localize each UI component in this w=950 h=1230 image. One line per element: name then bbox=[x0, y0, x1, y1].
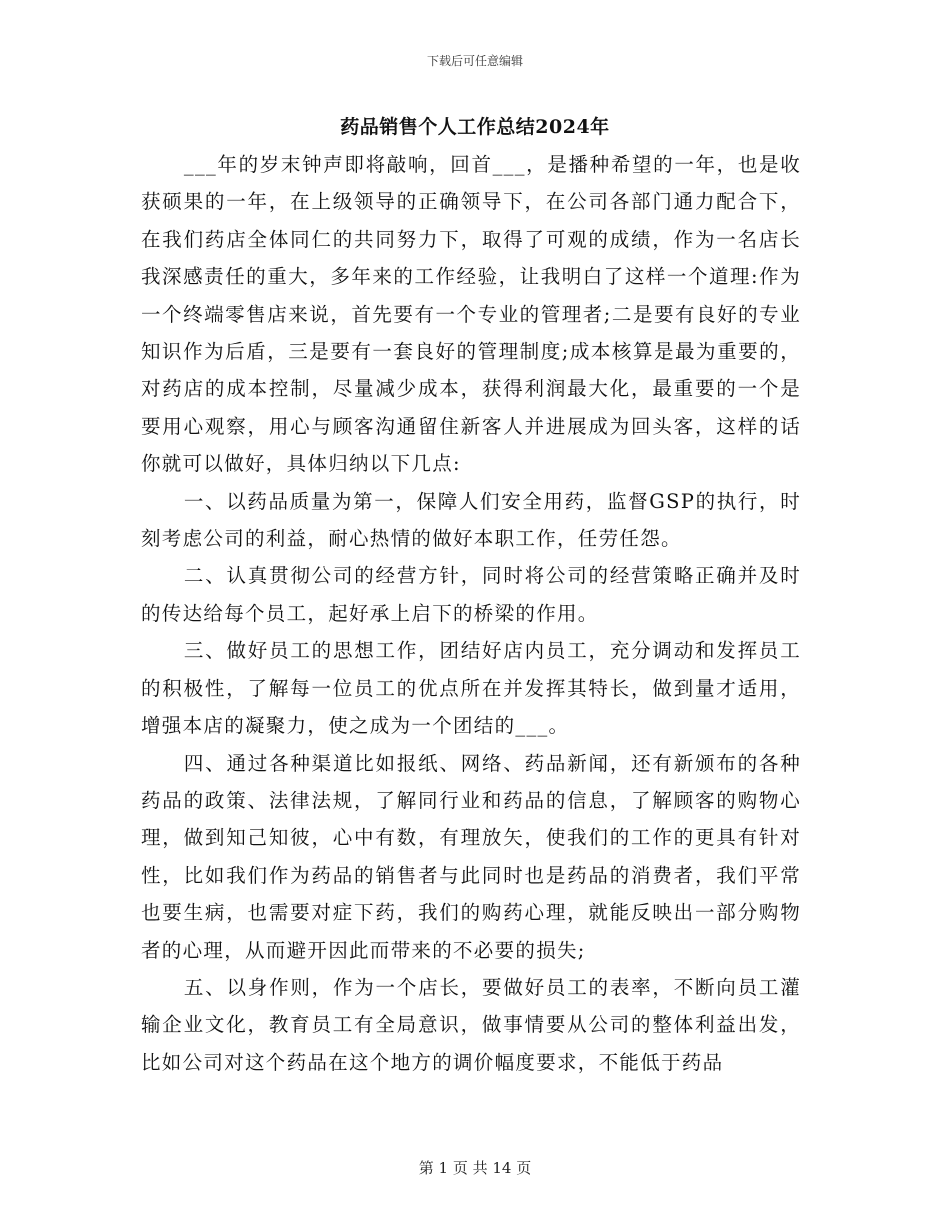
paragraph-point-3: 三、做好员工的思想工作，团结好店内员工，充分调动和发挥员工的积极性，了解每一位员工的优点所在并发挥其特长，做到量才适用，增强本店的凝聚力，使之成为一个团结的___。 bbox=[141, 639, 801, 738]
paragraph-point-4: 四、通过各种渠道比如报纸、网络、药品新闻，还有新颁布的各种药品的政策、法律法规，了解同行业和药品的信息，了解顾客的购物心理，做到知己知彼，心中有数，有理放矢，使我们的工作的更具有针对性，比如我们作为药品的销售者与此同时也是药品的消费者，我们平常也要生病，也需要对症下药，我们的购药心理，就能反映出一部分购物者的心理，从而避开因此而带来的不必要的损失; bbox=[141, 751, 801, 962]
header-note: 下载后可任意编辑 bbox=[426, 54, 523, 68]
paragraph-point-1: 一、以药品质量为第一，保障人们安全用药，监督GSP的执行，时刻考虑公司的利益，耐心热情的做好本职工作，任劳任怨。 bbox=[141, 489, 801, 551]
page-number: 第 1 页 共 14 页 bbox=[418, 1159, 532, 1177]
document-body bbox=[141, 146, 801, 1081]
document-title: 药品销售个人工作总结2024年 bbox=[340, 116, 610, 138]
paragraph-point-5: 五、以身作则，作为一个店长，要做好员工的表率，不断向员工灌输企业文化，教育员工有全局意识，做事情要从公司的整体利益出发，比如公司对这个药品在这个地方的调价幅度要求，不能低于药品 bbox=[141, 975, 801, 1074]
paragraph-intro: ___年的岁末钟声即将敲响，回首___，是播种希望的一年，也是收获硕果的一年，在上级领导的正确领导下，在公司各部门通力配合下，在我们药店全体同仁的共同努力下，取得了可观的成绩，作为一名店长我深感责任的重大，多年来的工作经验，让我明白了这样一个道理:作为一个终端零售店来说，首先要有一个专业的管理者;二是要有良好的专业知识作为后盾，三是要有一套良好的管理制度;成本核算是最为重要的，对药店的成本控制，尽量减少成本，获得利润最大化，最重要的一个是要用心观察，用心与顾客沟通留住新客人并进展成为回头客，这样的话你就可以做好，具体归纳以下几点: bbox=[141, 153, 801, 476]
paragraph-point-2: 二、认真贯彻公司的经营方针，同时将公司的经营策略正确并及时的传达给每个员工，起好承上启下的桥梁的作用。 bbox=[141, 564, 801, 625]
